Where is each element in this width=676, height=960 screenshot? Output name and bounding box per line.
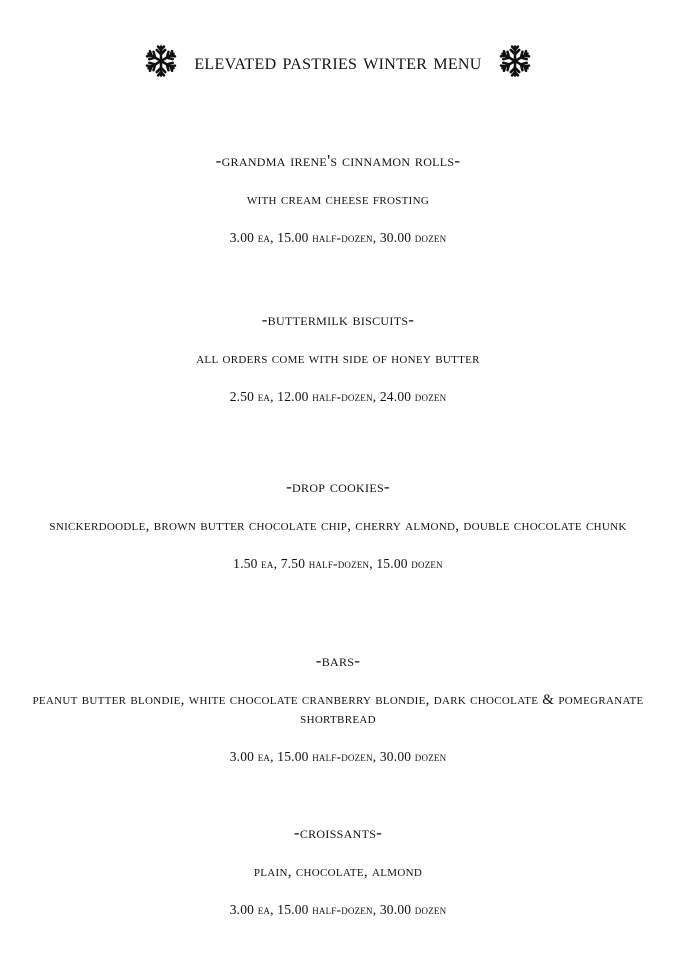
menu-section-drop-cookies xyxy=(0,477,676,572)
snowflake-icon xyxy=(498,44,532,78)
section-title: -drop cookies- xyxy=(286,477,390,496)
section-price: 3.00 ea, 15.00 half-dozen, 30.00 dozen xyxy=(229,902,447,917)
section-price: 2.50 ea, 12.00 half-dozen, 24.00 dozen xyxy=(229,389,447,404)
section-description: peanut butter blondie, white chocolate cranberry blondie, dark chocolate & pomegranate shortbread xyxy=(32,692,644,727)
section-price: 3.00 ea, 15.00 half-dozen, 30.00 dozen xyxy=(229,749,447,764)
section-description: with cream cheese frosting xyxy=(246,192,430,208)
section-description: all orders come with side of honey butter xyxy=(196,351,480,367)
section-title: -grandma irene's cinnamon rolls- xyxy=(215,151,461,170)
menu-section-croissants xyxy=(0,823,676,918)
section-title: -buttermilk biscuits- xyxy=(261,310,415,329)
menu-section-bars xyxy=(0,651,676,765)
menu-title: elevated pastries winter menu xyxy=(194,48,482,74)
section-description: plain, chocolate, almond xyxy=(253,864,423,880)
section-price: 1.50 ea, 7.50 half-dozen, 15.00 dozen xyxy=(233,556,443,571)
snowflake-icon xyxy=(144,44,178,78)
section-price: 3.00 ea, 15.00 half-dozen, 30.00 dozen xyxy=(229,230,447,245)
section-title: -croissants- xyxy=(293,823,383,842)
section-description: snickerdoodle, brown butter chocolate chip, cherry almond, double chocolate chunk xyxy=(49,518,627,534)
menu-section-buttermilk-biscuits xyxy=(0,310,676,405)
menu-section-cinnamon-rolls xyxy=(0,151,676,246)
menu-header xyxy=(0,44,676,78)
section-title: -bars- xyxy=(315,651,361,670)
